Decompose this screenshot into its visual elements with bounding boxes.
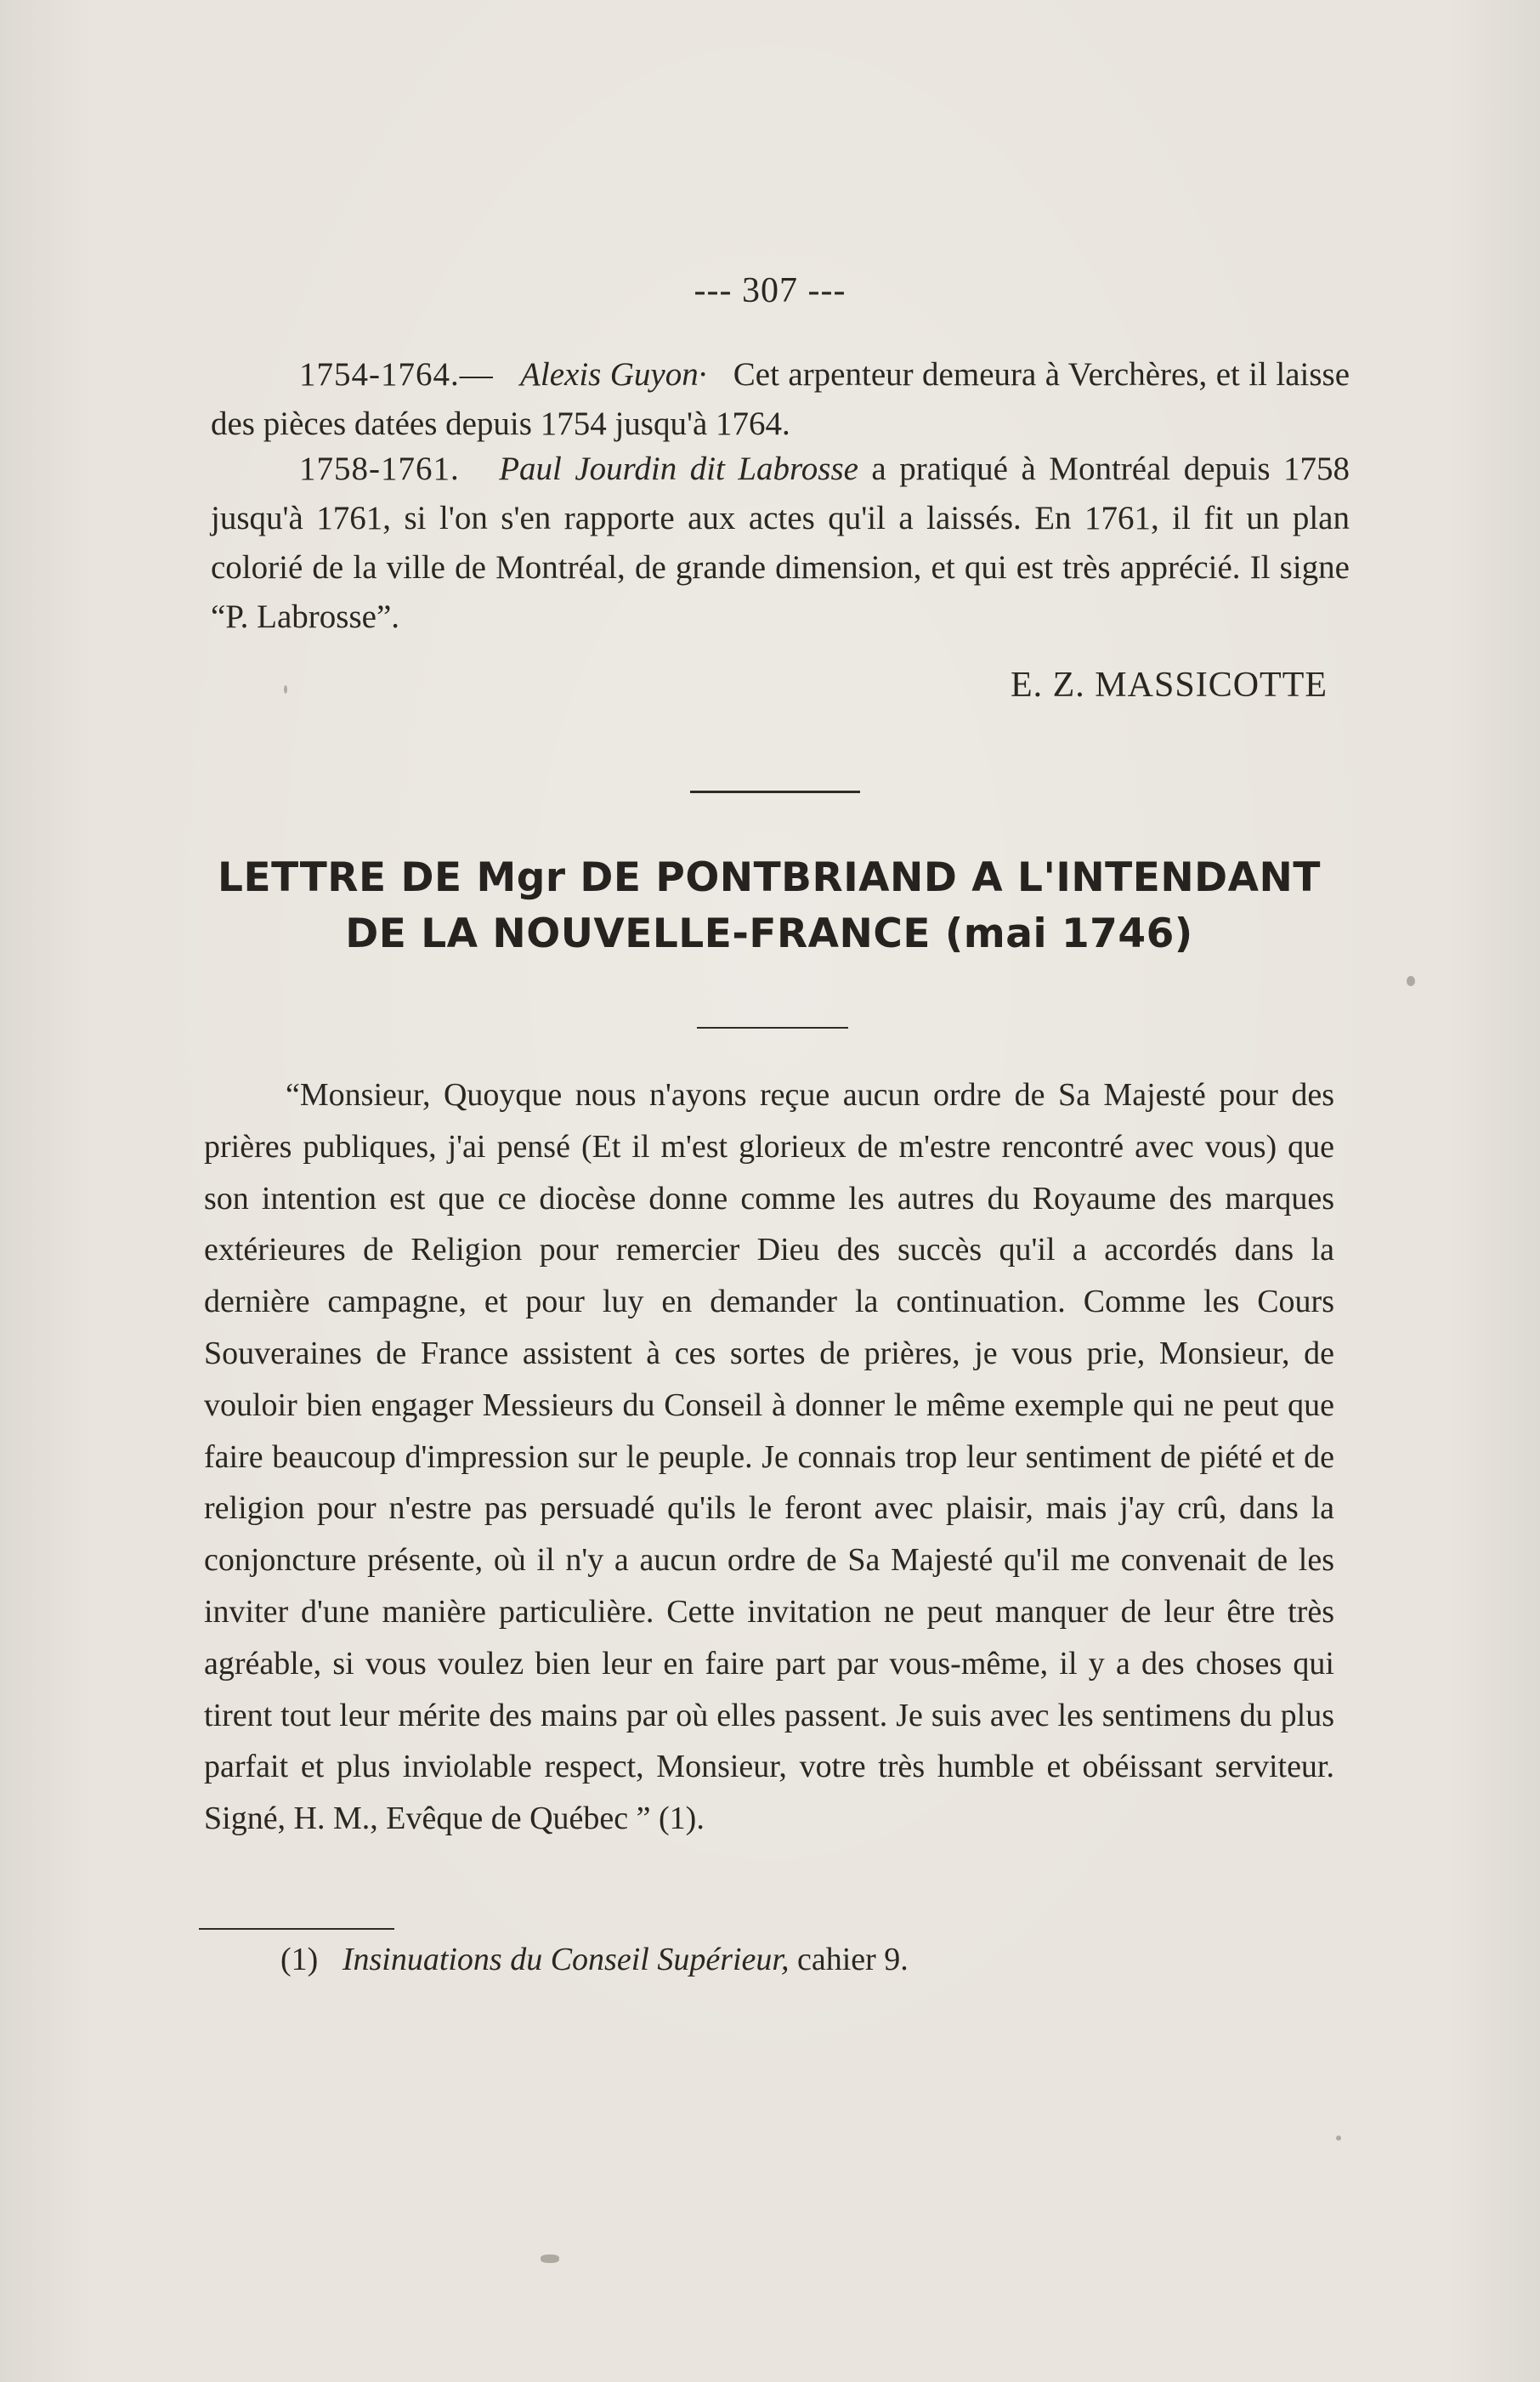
surveyor-entry [211, 350, 1350, 449]
entry-years: 1754-1764.— [299, 356, 494, 393]
headline-line-1: LETTRE DE Mgr DE PONTBRIAND A L'INTENDANT [218, 854, 1321, 901]
footnote-source: Insinuations du Conseil Supérieur, [342, 1942, 790, 1977]
footnote-marker: (1) [280, 1942, 319, 1977]
paper-speck [1407, 976, 1415, 986]
page-number: --- 307 --- [694, 271, 846, 310]
headline-line-2: DE LA NOUVELLE-FRANCE (mai 1746) [345, 910, 1193, 957]
author-signature: E. Z. MASSICOTTE [1011, 666, 1328, 705]
entry-years: 1758-1761. [299, 451, 460, 487]
footnote [280, 1937, 909, 1982]
headline-divider [697, 1027, 848, 1029]
section-divider [690, 791, 860, 793]
paper-speck [1336, 2135, 1341, 2141]
article-headline [161, 850, 1377, 962]
entry-text: a pratiqué à Montréal depuis 1758 jusqu'à 1761, si l'on s'en rapporte aux actes qu'il a laissés. En 1761, il fit un plan colorié de la ville de Montréal, de grande dimension, et qui est très apprécié. Il signe “P. Labrosse”. [211, 451, 1350, 635]
paper-speck [541, 2254, 559, 2263]
paper-speck [284, 685, 287, 694]
letter-body: “Monsieur, Quoyque nous n'ayons reçue aucun ordre de Sa Majesté pour des prières publiques, j'ai pensé (Et il m'est glorieux de m'estre rencontré avec vous) que son intention est que ce diocèse donne comme les autres du Royaume des marques extérieures de Religion pour remercier Dieu des succès qu'il a accordés dans la dernière campagne, et pour luy en demander la continuation. Comme les Cours Souveraines de France assistent à ces sortes de prières, je vous prie, Monsieur, de vouloir bien engager Messieurs du Conseil à donner le même exemple qui ne peut que faire beaucoup d'impression sur le peuple. Je connais trop leur sentiment de piété et de religion pour n'estre pas persuadé qu'ils le feront avec plaisir, mais j'ay crû, dans la conjoncture présente, où il n'y a aucun ordre de Sa Majesté qu'il me convenait de les inviter d'une manière particulière. Cette invitation ne peut manquer de leur être très agréable, si vous voulez bien leur en faire part par vous-même, il y a des choses qui tirent tout leur mérite des mains par où elles passent. Je suis avec les sentimens du plus parfait et plus inviolable respect, Monsieur, votre très humble et obéissant serviteur. Signé, H. M., Evêque de Québec ” (1). [204, 1077, 1334, 1837]
footnote-detail: cahier 9. [797, 1942, 909, 1977]
entry-name: Paul Jourdin dit Labrosse [499, 451, 858, 487]
footnote-divider [199, 1928, 394, 1930]
surveyor-entry [211, 445, 1350, 642]
entry-name: Alexis Guyon· [520, 356, 707, 393]
entry-text: Cet arpenteur demeura à Verchères, et il laisse des pièces datées depuis 1754 jusqu'à 1764. [211, 356, 1350, 442]
